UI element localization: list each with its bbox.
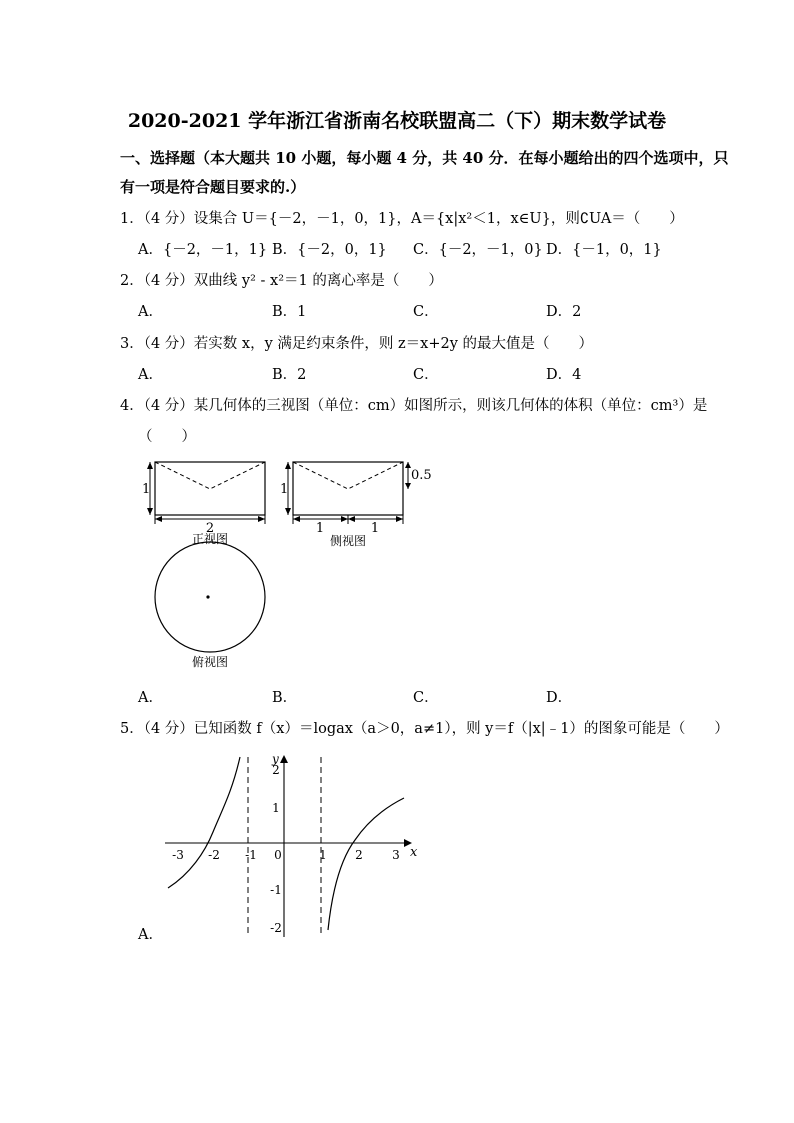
- q4-option-b: B．: [272, 690, 298, 706]
- q4-option-d: D．: [546, 690, 573, 706]
- x-tick-2: 2: [355, 848, 363, 862]
- x-tick-3: 3: [392, 848, 400, 862]
- y-tick-neg2: -2: [270, 921, 282, 935]
- side-width-left-label: 1: [315, 521, 325, 536]
- q4-option-c: C．: [413, 690, 439, 706]
- side-view: [280, 462, 432, 536]
- front-height-label: 1: [142, 482, 151, 497]
- function-graph-option-a: [160, 752, 420, 942]
- x-tick-neg1: -1: [245, 848, 257, 862]
- q3-option-c: C．: [413, 367, 439, 383]
- exam-title: 2020-2021 学年浙江省浙南名校联盟高二（下）期末数学试卷: [127, 110, 667, 132]
- q4-option-a: A．: [138, 690, 163, 706]
- x-tick-neg2: -2: [208, 848, 220, 862]
- q2-option-a: A．: [138, 304, 163, 320]
- front-view-label: 正视图: [191, 532, 229, 546]
- question-5-stem: 5．（4 分）已知函数 f（x）＝logax（a＞0，a≠1），则 y＝f（|x|﹣1）的图象可能是（ ）: [120, 721, 729, 737]
- side-view-label: 侧视图: [329, 534, 367, 548]
- x-tick-0: 0: [274, 848, 282, 862]
- x-axis-label: x: [410, 845, 418, 860]
- q2-option-d: D．2: [546, 304, 582, 320]
- section-heading-line1: 一、选择题（本大题共 10 小题，每小题 4 分，共 40 分．在每小题给出的四个选项中，只: [120, 149, 729, 167]
- question-1-stem: 1．（4 分）设集合 U＝{－2，－1，0，1}，A＝{x|x²＜1，x∈U}，则∁UA＝（ ）: [120, 211, 684, 227]
- side-height-label: 1: [280, 482, 289, 497]
- question-3-stem: 3．（4 分）若实数 x，y 满足约束条件，则 z＝x+2y 的最大值是（ ）: [120, 336, 593, 352]
- q3-option-a: A．: [138, 367, 163, 383]
- x-tick-1: 1: [319, 848, 327, 862]
- side-half-label: 0.5: [411, 468, 432, 483]
- q3-option-d: D．4: [546, 367, 582, 383]
- section-heading-line2: 有一项是符合题目要求的.）: [120, 178, 306, 196]
- side-width-right-label: 1: [370, 521, 380, 536]
- q3-option-b: B．2: [272, 367, 307, 383]
- three-view-figure: [130, 452, 450, 682]
- question-2-stem: 2．（4 分）双曲线 y² - x²＝1 的离心率是（ ）: [120, 273, 443, 289]
- y-tick-1: 1: [272, 801, 280, 815]
- y-tick-neg1: -1: [270, 883, 282, 897]
- q1-option-d: D．{－1，0，1}: [546, 242, 662, 258]
- q1-option-b: B．{－2，0，1}: [272, 242, 387, 258]
- question-4-stem: 4．（4 分）某几何体的三视图（单位：cm）如图所示，则该几何体的体积（单位：cm³）是: [120, 398, 708, 414]
- question-4-stem-continued: （ ）: [138, 429, 196, 445]
- top-view: [155, 542, 265, 652]
- front-view: [142, 462, 265, 536]
- q1-option-a: A．{－2，－1，1}: [138, 242, 268, 258]
- x-tick-neg3: -3: [172, 848, 184, 862]
- q2-option-b: B．1: [272, 304, 307, 320]
- y-axis-label: y: [272, 752, 279, 766]
- front-width-label: 2: [205, 521, 215, 536]
- q1-option-c: C．{－2，－1，0}: [413, 242, 543, 258]
- y-tick-2: 2: [272, 763, 280, 777]
- q2-option-c: C．: [413, 304, 439, 320]
- top-view-label: 俯视图: [191, 655, 229, 669]
- q5-option-a: A．: [138, 927, 163, 943]
